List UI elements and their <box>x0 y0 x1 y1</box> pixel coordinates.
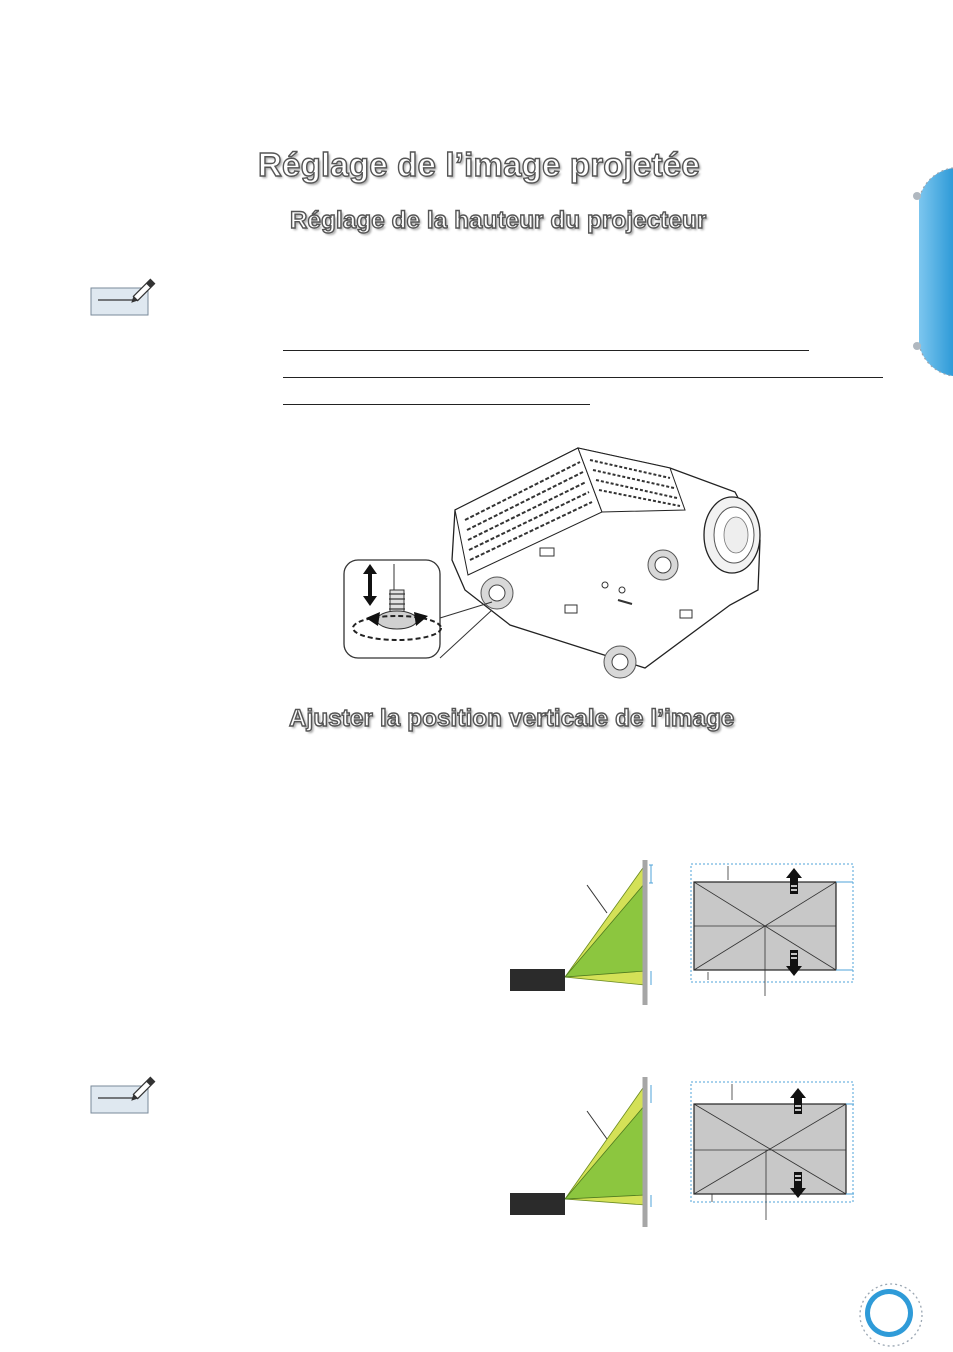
projection-side-view-diagram <box>505 855 660 1010</box>
text-underline <box>283 404 590 405</box>
projection-front-view-diagram <box>688 1078 856 1223</box>
page-title: Réglage de l’image projetée <box>258 146 700 183</box>
section-title-height: Réglage de la hauteur du projecteur <box>290 207 707 234</box>
section-title-vertical: Ajuster la position verticale de l’image <box>289 705 735 732</box>
projector-bottom-illustration <box>340 440 780 680</box>
projection-side-view-diagram <box>505 1075 660 1230</box>
projection-front-view-diagram <box>688 858 856 998</box>
text-underline <box>283 377 883 378</box>
note-pencil-icon <box>88 276 164 318</box>
chapter-tab-icon <box>905 160 953 384</box>
page-number-badge-icon <box>858 1282 924 1348</box>
text-underline <box>283 350 809 351</box>
note-pencil-icon <box>88 1074 164 1116</box>
